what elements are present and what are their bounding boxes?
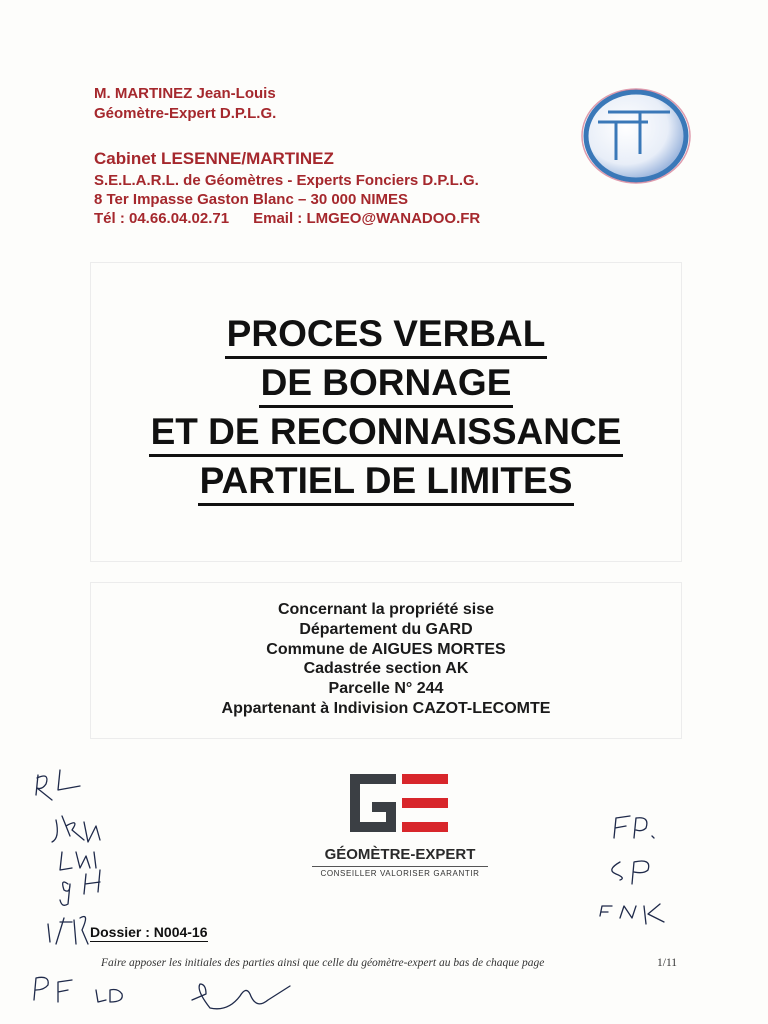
- property-info-box: [90, 582, 682, 739]
- title-line: PARTIEL DE LIMITES: [198, 458, 575, 506]
- geometre-expert-logo-icon: [350, 772, 448, 834]
- title-line: ET DE RECONNAISSANCE: [149, 409, 624, 457]
- phone: Tél : 04.66.04.02.71: [94, 210, 230, 227]
- company-type: S.E.L.A.R.L. de Géomètres - Experts Fonciers D.P.L.G.: [94, 172, 479, 189]
- property-line: Appartenant à Indivision CAZOT-LECOMTE: [221, 699, 551, 717]
- property-line: Commune de AIGUES MORTES: [266, 640, 506, 658]
- property-line: Cadastrée section AK: [303, 660, 469, 678]
- title-line: DE BORNAGE: [259, 360, 514, 408]
- surveyor-name: M. MARTINEZ Jean-Louis: [94, 85, 276, 102]
- footer-note: Faire apposer les initiales des parties ainsi que celle du géomètre-expert au bas de chaque page: [101, 957, 545, 969]
- email: Email : LMGEO@WANADOO.FR: [253, 210, 481, 227]
- company-contact: [94, 210, 480, 228]
- brand-name: GÉOMÈTRE-EXPERT: [324, 846, 476, 863]
- property-line: Département du GARD: [299, 620, 473, 638]
- brand-tagline: CONSEILLER VALORISER GARANTIR: [320, 869, 480, 878]
- surveyor-title: Géomètre-Expert D.P.L.G.: [94, 105, 277, 122]
- cabinet-logo-icon: [578, 88, 693, 188]
- brand-divider: [312, 866, 488, 867]
- dossier-number: Dossier : N004-16: [90, 924, 208, 940]
- company-address: 8 Ter Impasse Gaston Blanc – 30 000 NIMES: [94, 191, 409, 208]
- page-number: 1/11: [657, 957, 678, 969]
- property-line: Parcelle N° 244: [328, 680, 444, 698]
- property-line: Concernant la propriété sise: [277, 601, 495, 618]
- title-line: PROCES VERBAL: [225, 311, 548, 359]
- document-title-box: [90, 262, 682, 562]
- cabinet-name: Cabinet LESENNE/MARTINEZ: [94, 149, 334, 168]
